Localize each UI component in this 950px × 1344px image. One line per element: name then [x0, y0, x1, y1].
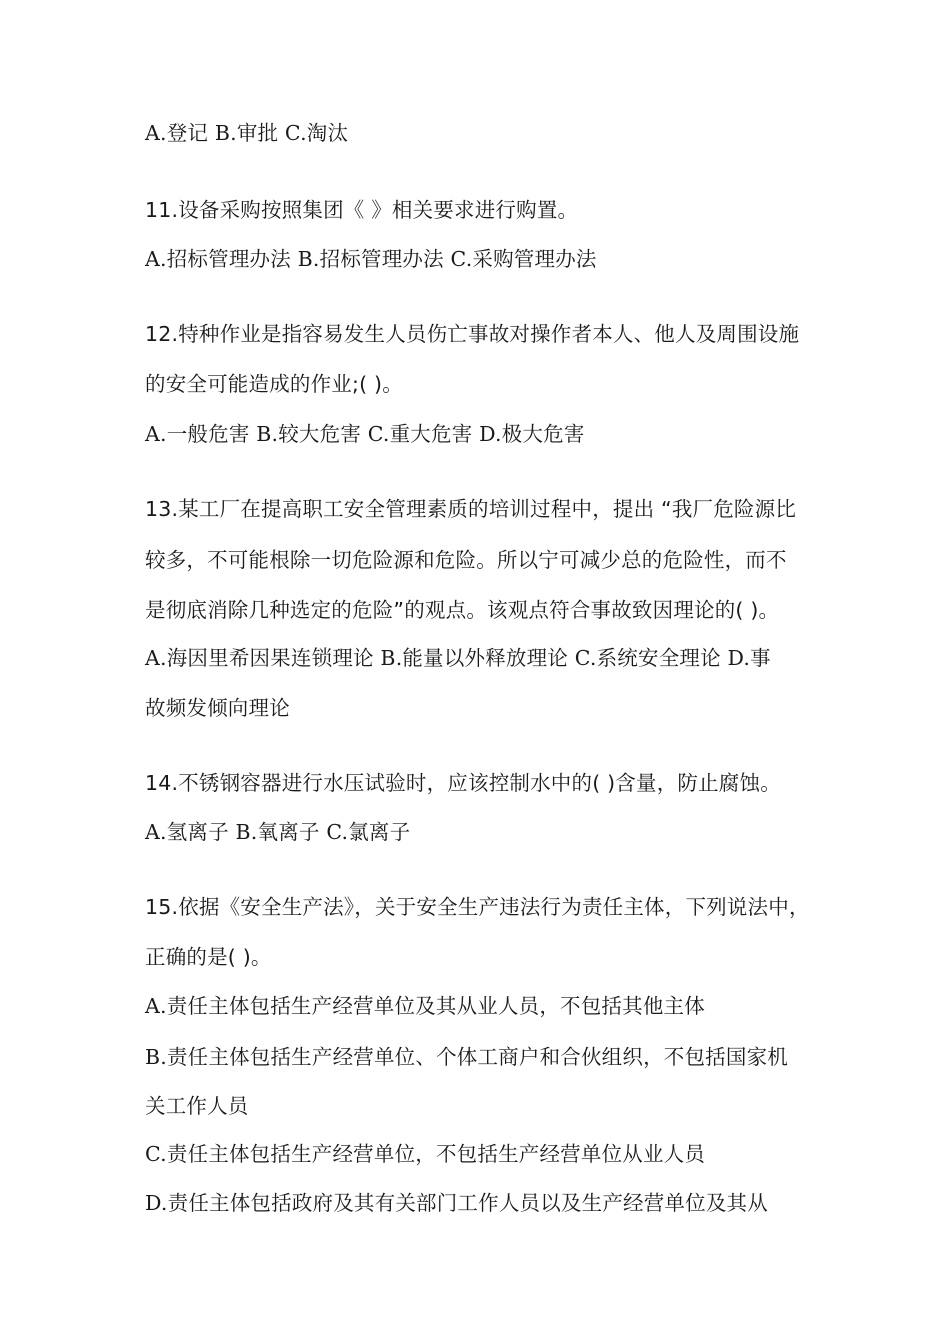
q11-question: 11.设备采购按照集团《 》相关要求进行购置。 [145, 198, 579, 222]
q13-question-line-3: 是彻底消除几种选定的危险”的观点。该观点符合事故致因理论的( )。 [145, 598, 780, 622]
q12-question-line-1: 12.特种作业是指容易发生人员伤亡事故对操作者本人、他人及周围设施 [145, 322, 800, 346]
q15-option-b-line-1: B.责任主体包括生产经营单位、个体工商户和合伙组织，不包括国家机 [145, 1045, 788, 1069]
q15-option-a: A.责任主体包括生产经营单位及其从业人员，不包括其他主体 [145, 994, 705, 1018]
q13-question-line-1: 13.某工厂在提高职工安全管理素质的培训过程中，提出 “我厂危险源比 [145, 497, 797, 521]
q12-question-line-2: 的安全可能造成的作业;( )。 [145, 372, 403, 396]
q15-option-d-line-1: D.责任主体包括政府及其有关部门工作人员以及生产经营单位及其从 [145, 1191, 768, 1215]
q14-question: 14.不锈钢容器进行水压试验时，应该控制水中的( )含量，防止腐蚀。 [145, 771, 781, 795]
q11-options: A.招标管理办法 B.招标管理办法 C.采购管理办法 [145, 247, 597, 271]
q13-options-line-1: A.海因里希因果连锁理论 B.能量以外释放理论 C.系统安全理论 D.事 [145, 646, 771, 670]
q14-options: A.氢离子 B.氧离子 C.氯离子 [145, 820, 411, 844]
q15-question-line-1: 15.依据《安全生产法》，关于安全生产违法行为责任主体，下列说法中， [145, 895, 810, 919]
q12-options: A.一般危害 B.较大危害 C.重大危害 D.极大危害 [145, 422, 585, 446]
q15-option-b-line-2: 关工作人员 [145, 1094, 249, 1118]
q13-question-line-2: 较多，不可能根除一切危险源和危险。所以宁可减少总的危险性，而不 [145, 548, 787, 572]
q15-option-c: C.责任主体包括生产经营单位，不包括生产经营单位从业人员 [145, 1142, 706, 1166]
q10-options: A.登记 B.审批 C.淘汰 [145, 121, 349, 145]
q15-question-line-2: 正确的是( )。 [145, 945, 272, 969]
q13-options-line-2: 故频发倾向理论 [145, 696, 290, 720]
